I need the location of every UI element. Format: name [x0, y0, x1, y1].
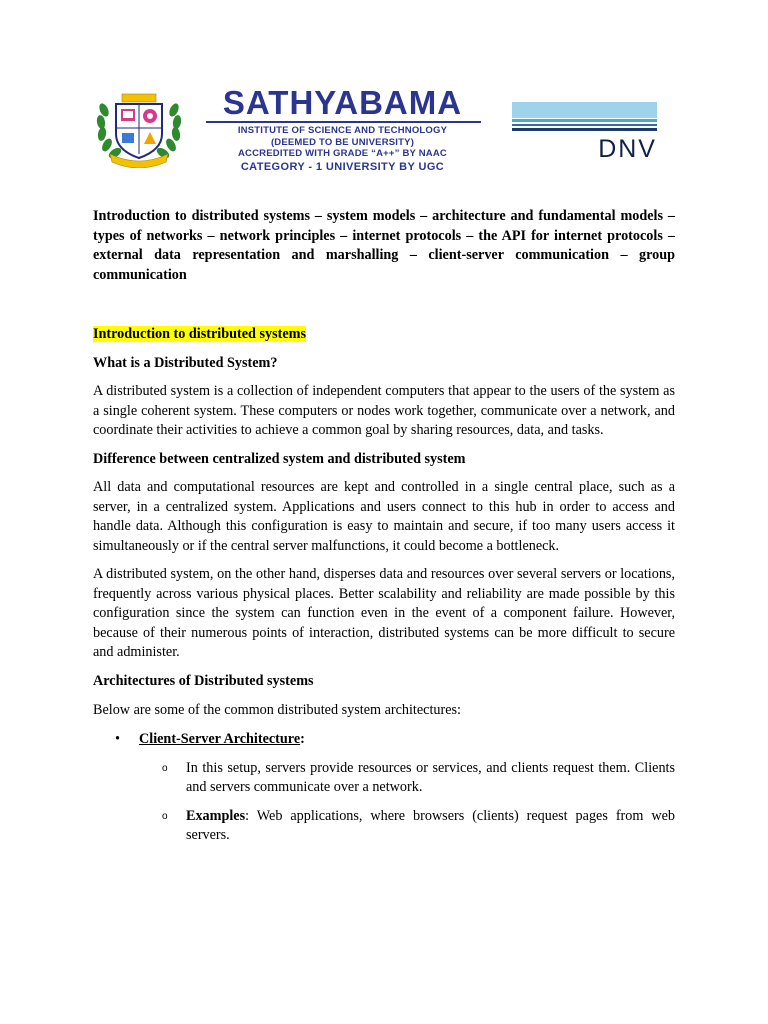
paragraph-centralized: All data and computational resources are kept and controlled in a single central place, such as a server, in a centralized system. Applications and users connect to this hub in order to access and handle data. Although this configuration is easy to maintain and secure, if too many users access it simultaneously or if the central server malfunctions, it could become a bottleneck.	[93, 479, 675, 554]
examples-text: : Web applications, where browsers (clients) request pages from web servers.	[186, 807, 675, 844]
bullet-label: Client-Server Architecture	[139, 731, 301, 748]
heading-difference: Difference between centralized system and distributed system	[93, 450, 466, 467]
brand-name: SATHYABAMA	[222, 84, 463, 121]
brand-subtitle-1: INSTITUTE OF SCIENCE AND TECHNOLOGY	[237, 125, 448, 136]
sub-bullet-icon: o	[162, 762, 168, 774]
bullet-colon: :	[300, 731, 305, 748]
dnv-bar	[512, 102, 657, 118]
brand-category: CATEGORY - 1 UNIVERSITY BY UGC	[240, 160, 445, 173]
list-item	[93, 730, 675, 750]
heading-what-is: What is a Distributed System?	[93, 354, 278, 371]
dnv-text: DNV	[598, 135, 657, 163]
document-header	[0, 0, 768, 190]
dnv-bar	[512, 124, 657, 126]
dnv-logo	[512, 102, 657, 164]
section-title	[93, 325, 675, 345]
brand-accreditation: ACCREDITED WITH GRADE “A++” BY NAAC	[238, 148, 447, 159]
sub-bullet-text: In this setup, servers provide resources or services, and clients request them. Clients and servers communicate over a network.	[186, 759, 675, 796]
brand-divider	[206, 121, 481, 123]
highlighted-section-title: Introduction to distributed systems	[93, 325, 306, 342]
paragraph-arch-intro: Below are some of the common distributed system architectures:	[93, 701, 461, 718]
sub-bullet-text	[186, 807, 675, 846]
dnv-bar	[512, 128, 657, 131]
university-emblem-icon	[94, 88, 184, 168]
syllabus-summary: Introduction to distributed systems – system models – architecture and fundamental models – types of networks – network principles – internet protocols – the API for internet protocols – external data representation and marshalling – client-server communication – group communication	[93, 208, 675, 284]
bullet-icon: •	[115, 731, 120, 748]
list-item	[93, 807, 675, 846]
dnv-bar	[512, 119, 657, 122]
paragraph-distributed: A distributed system, on the other hand, disperses data and resources over several servers or locations, frequently across various physical places. Better scalability and reliability are made possible by this configuration since the system can function even in the event of a component failure. However, because of their numerous points of interaction, distributed systems can be more difficult to secure and administer.	[93, 566, 675, 661]
list-item	[93, 759, 675, 798]
paragraph-definition: A distributed system is a collection of independent computers that appear to the users of the system as a single coherent system. These computers or nodes work together, communicate over a network, and coordinate their activities to achieve a common goal by sharing resources, data, and tasks.	[93, 383, 675, 439]
sub-bullet-icon: o	[162, 810, 168, 822]
heading-architectures: Architectures of Distributed systems	[93, 672, 314, 689]
institution-logo-text	[200, 84, 485, 173]
document-body	[93, 207, 675, 846]
brand-subtitle-2: (DEEMED TO BE UNIVERSITY)	[270, 136, 415, 148]
examples-label: Examples	[186, 807, 246, 824]
